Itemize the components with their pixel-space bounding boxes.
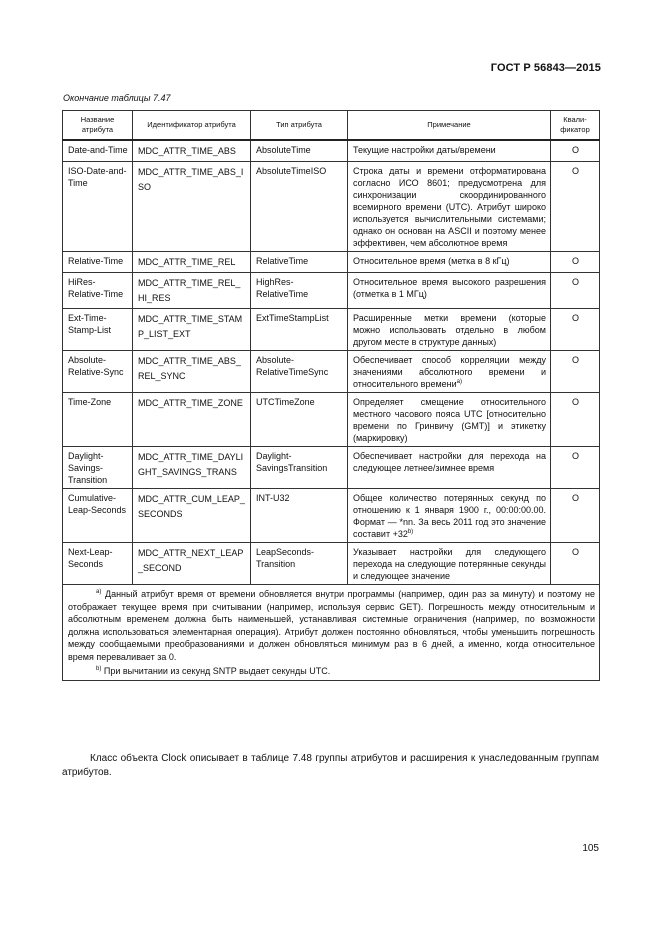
document-standard-header: ГОСТ Р 56843—2015	[490, 62, 601, 74]
footnote-marker: b)	[96, 666, 102, 672]
attribute-name-cell	[63, 543, 133, 585]
attribute-id-cell-text: MDC_ATTR_TIME_REL_HI_RES	[138, 278, 241, 303]
attribute-type-cell	[251, 489, 348, 543]
qualifier-cell	[551, 252, 600, 273]
body-paragraph: Класс объекта Clock описывает в таблице 7.48 группы атрибутов и расширения к унаследованным группам атрибутов.	[62, 753, 599, 778]
attribute-name-cell	[63, 252, 133, 273]
attribute-type-cell-text: UTCTimeZone	[256, 397, 315, 407]
attribute-note-cell-text: Расширенные метки времени (которые можно использовать отдельно в любом другом месте в структуре данных)	[353, 313, 546, 347]
attribute-name-cell-text: Ext-Time-Stamp-List	[68, 313, 112, 335]
attribute-name-cell-text: ISO-Date-and-Time	[68, 166, 127, 188]
table-body	[63, 140, 600, 585]
attribute-type-cell-text: LeapSeconds-Transition	[256, 547, 315, 569]
qualifier-cell-text: O	[571, 256, 579, 266]
attribute-note-cell	[348, 309, 551, 351]
attribute-id-cell-text: MDC_ATTR_TIME_ABS	[138, 146, 236, 156]
attribute-note-cell-text: Обеспечивает настройки для перехода на следующее летнее/зимнее время	[353, 451, 546, 473]
attribute-id-cell-text: MDC_ATTR_TIME_DAYLIGHT_SAVINGS_TRANS	[138, 452, 244, 477]
qualifier-cell-text: O	[571, 313, 579, 323]
attribute-id-cell-text: MDC_ATTR_TIME_ABS_REL_SYNC	[138, 356, 241, 381]
attribute-note-cell-text: Указывает настройки для следующего перехода на следующие потерянные секунды и следующее значение	[353, 547, 546, 581]
table-row	[63, 489, 600, 543]
attribute-note-cell-text: Относительное время высокого разрешения (отметка в 1 МГц)	[353, 277, 546, 299]
footnote-text: Данный атрибут время от времени обновляется внутри программы (например, один раз за минуту) и поэтому не отображает текущее время при считывании (например, используя сервис GET). Погрешность между относительным и абсолютным временем должна быть наименьшей, устанавливая системные ограничения (например, по возможности должна использоваться элементарная операция). Атрибут должен постоянно обновляться, чтобы уменьшить погрешность между сообщаемыми преобразованиями и должен обновляться минимум раз в 6 дней, а именно, когда относительное время переваливает за 0.	[68, 589, 595, 662]
attribute-name-cell	[63, 351, 133, 393]
qualifier-cell-text: O	[571, 397, 579, 407]
attribute-id-cell	[133, 393, 251, 447]
attribute-note-cell	[348, 543, 551, 585]
page-number: 105	[582, 843, 599, 854]
qualifier-cell	[551, 309, 600, 351]
attribute-name-cell	[63, 447, 133, 489]
table-row	[63, 543, 600, 585]
attribute-name-cell	[63, 309, 133, 351]
footnotes-row	[63, 585, 600, 681]
attribute-type-cell-text: AbsoluteTime	[256, 145, 311, 155]
attribute-name-cell	[63, 140, 133, 162]
footnote-text: При вычитании из секунд SNTP выдает секунды UTC.	[103, 666, 331, 676]
table-row	[63, 351, 600, 393]
attribute-note-cell-text: Текущие настройки даты/времени	[353, 145, 496, 155]
attribute-note-cell-text: Обеспечивает способ корреляции между значениями абсолютного времени и относительного времени	[353, 355, 546, 389]
qualifier-cell	[551, 393, 600, 447]
attribute-type-cell	[251, 252, 348, 273]
attribute-note-cell	[348, 447, 551, 489]
qualifier-cell-text: O	[571, 166, 579, 176]
attribute-type-cell	[251, 273, 348, 309]
attribute-name-cell-text: Absolute-Relative-Sync	[68, 355, 124, 377]
attribute-name-cell-text: Cumulative-Leap-Seconds	[68, 493, 127, 515]
attribute-type-cell-text: Absolute-RelativeTimeSync	[256, 355, 329, 377]
qualifier-cell-text: O	[571, 493, 579, 503]
qualifier-cell	[551, 489, 600, 543]
attribute-table	[62, 110, 600, 681]
qualifier-cell-text: O	[571, 277, 579, 287]
attribute-name-cell	[63, 162, 133, 252]
attribute-id-cell-text: MDC_ATTR_NEXT_LEAP_SECOND	[138, 548, 244, 573]
table-row	[63, 162, 600, 252]
attribute-name-cell-text: Date-and-Time	[68, 145, 128, 155]
qualifier-cell	[551, 140, 600, 162]
column-header: Название атрибута	[63, 111, 133, 141]
table-row	[63, 140, 600, 162]
attribute-id-cell-text: MDC_ATTR_TIME_STAMP_LIST_EXT	[138, 314, 243, 339]
qualifier-cell-text: O	[571, 355, 579, 365]
column-header: Примечание	[348, 111, 551, 141]
attribute-note-cell	[348, 351, 551, 393]
attribute-type-cell-text: HighRes-RelativeTime	[256, 277, 309, 299]
qualifier-cell	[551, 543, 600, 585]
footnote-a	[68, 588, 595, 663]
attribute-note-cell	[348, 273, 551, 309]
attribute-id-cell	[133, 140, 251, 162]
qualifier-cell	[551, 447, 600, 489]
attribute-id-cell	[133, 447, 251, 489]
attribute-type-cell	[251, 162, 348, 252]
column-header: Тип атрибута	[251, 111, 348, 141]
attribute-type-cell	[251, 309, 348, 351]
attribute-type-cell	[251, 393, 348, 447]
footnote-marker: а)	[96, 589, 102, 595]
attribute-id-cell-text: MDC_ATTR_CUM_LEAP_SECONDS	[138, 494, 245, 519]
column-header: Идентификатор атрибута	[133, 111, 251, 141]
table-row	[63, 447, 600, 489]
attribute-note-cell-text: Общее количество потерянных секунд по отношению к 1 января 1900 г., 00:00:00.00. Формат — *nn. За весь 2011 год это значение составит +32	[353, 493, 546, 539]
qualifier-cell-text: O	[571, 145, 579, 155]
attribute-name-cell-text: Time-Zone	[68, 397, 112, 407]
table-footnotes	[63, 585, 600, 681]
attribute-type-cell-text: RelativeTime	[256, 256, 309, 266]
attribute-type-cell	[251, 140, 348, 162]
table-row	[63, 273, 600, 309]
attribute-id-cell	[133, 489, 251, 543]
attribute-name-cell-text: Daylight-Savings-Transition	[68, 451, 108, 485]
table-row	[63, 252, 600, 273]
attribute-type-cell	[251, 447, 348, 489]
footnote-ref: а)	[456, 379, 462, 385]
attribute-type-cell	[251, 543, 348, 585]
attribute-note-cell	[348, 162, 551, 252]
attribute-id-cell-text: MDC_ATTR_TIME_ABS_ISO	[138, 167, 244, 192]
attribute-id-cell	[133, 162, 251, 252]
table-row	[63, 309, 600, 351]
table-row	[63, 393, 600, 447]
attribute-type-cell-text: AbsoluteTimeISO	[256, 166, 327, 176]
attribute-note-cell-text: Относительное время (метка в 8 кГц)	[353, 256, 510, 266]
footnote-ref: b)	[407, 529, 414, 535]
attribute-id-cell	[133, 543, 251, 585]
qualifier-cell-text: O	[571, 451, 579, 461]
attribute-type-cell-text: Daylight-SavingsTransition	[256, 451, 328, 473]
attribute-id-cell	[133, 309, 251, 351]
column-header: Квали-фикатор	[551, 111, 600, 141]
attribute-id-cell-text: MDC_ATTR_TIME_REL	[138, 257, 236, 267]
qualifier-cell	[551, 162, 600, 252]
attribute-type-cell-text: ExtTimeStampList	[256, 313, 329, 323]
attribute-name-cell	[63, 273, 133, 309]
attribute-type-cell-text: INT-U32	[256, 493, 290, 503]
attribute-name-cell	[63, 489, 133, 543]
attribute-id-cell	[133, 273, 251, 309]
table-caption: Окончание таблицы 7.47	[63, 93, 171, 103]
attribute-id-cell	[133, 252, 251, 273]
qualifier-cell	[551, 351, 600, 393]
attribute-name-cell-text: HiRes-Relative-Time	[68, 277, 124, 299]
attribute-note-cell	[348, 252, 551, 273]
attribute-name-cell	[63, 393, 133, 447]
attribute-type-cell	[251, 351, 348, 393]
footnote-b	[68, 665, 595, 678]
attribute-name-cell-text: Next-Leap-Seconds	[68, 547, 113, 569]
table-header-row	[63, 111, 600, 141]
attribute-note-cell	[348, 140, 551, 162]
attribute-note-cell	[348, 393, 551, 447]
attribute-name-cell-text: Relative-Time	[68, 256, 124, 266]
qualifier-cell	[551, 273, 600, 309]
attribute-id-cell	[133, 351, 251, 393]
qualifier-cell-text: O	[571, 547, 579, 557]
attribute-note-cell	[348, 489, 551, 543]
attribute-note-cell-text: Определяет смещение относительного местного часового пояса UTC [относительно времени по Гринвичу (GMT)] и этикетку (маркировку)	[353, 397, 546, 443]
attribute-id-cell-text: MDC_ATTR_TIME_ZONE	[138, 398, 243, 408]
attribute-note-cell-text: Строка даты и времени отформатирована согласно ИСО 8601; предусмотрена для синхронизации скоординированного всемирного времени (UTC). Атрибут широко используется вычислительными системами; однако он основан на ASCII и поэтому менее эффективен, чем абсолютное время	[353, 166, 546, 248]
